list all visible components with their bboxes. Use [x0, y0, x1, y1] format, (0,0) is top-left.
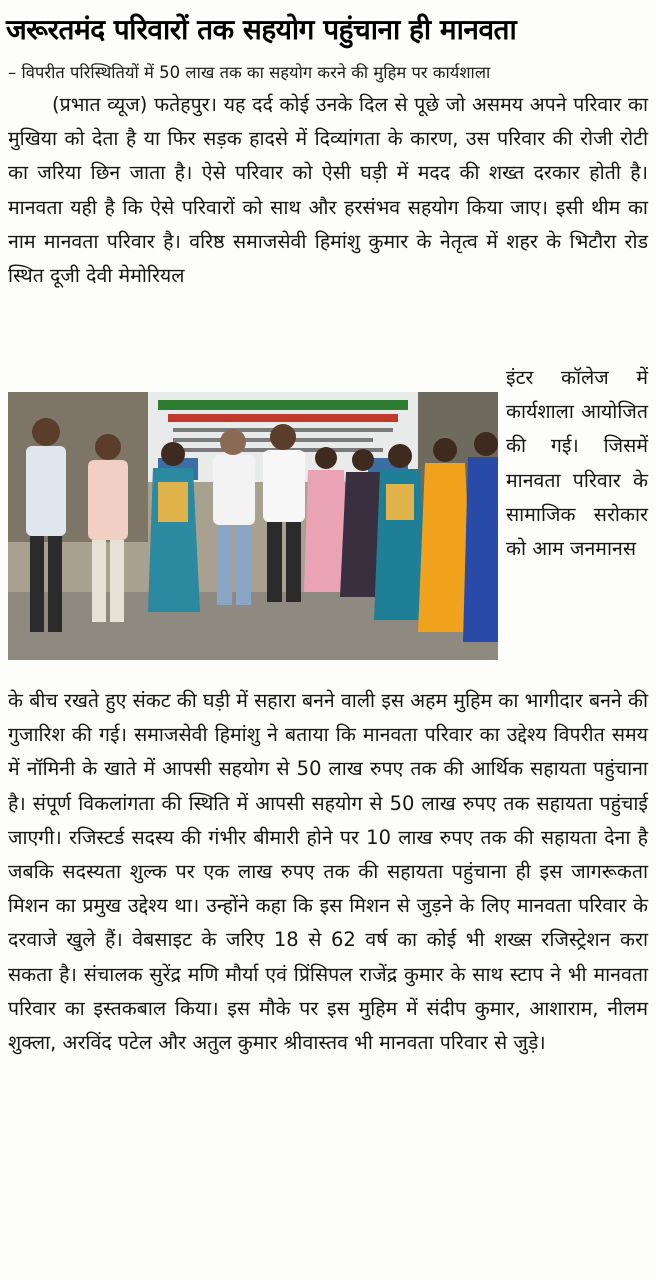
article-paragraph-side: इंटर कॉलेज में कार्यशाला आयोजित की गई। जिसमें मानवता परिवार के सामाजिक सरोकार को आम जनमानस: [506, 366, 648, 561]
article-paragraph-bottom: के बीच रखते हुए संकट की घड़ी में सहारा बनने वाली इस अहम मुहिम का भागीदार बनने की गुजारिश की गई। समाजसेवी हिमांशु ने बताया कि मानवता परिवार का उद्देश्य विपरीत समय में नॉमिनी के खाते में आपसी सहयोग से 50 लाख रुपए तक की आर्थिक सहायता पहुंचाना है। संपूर्ण विकलांगता की स्थिति में आपसी सहयोग से 50 लाख रुपए तक सहायता पहुंचाई जाएगी। रजिस्टर्ड सदस्य की गंभीर बीमारी होने पर 10 लाख रुपए तक की सहायता देना है जबकि सदस्यता शुल्क पर एक लाख रुपए तक की सहायता पहुंचाना ही इस जागरूकता मिशन का प्रमुख उद्देश्य था। उन्होंने कहा कि इस मिशन से जुड़ने के लिए मानवता परिवार के दरवाजे खुले हैं। वेबसाइट के जरिए 18 से 62 वर्ष का कोई भी शख्स रजिस्ट्रेशन करा सकता है। संचालक सुरेंद्र मणि मौर्या एवं प्रिंसिपल राजेंद्र कुमार के साथ स्टाप ने भी मानवता परिवार का इस्तकबाल किया। इस मौके पर इस मुहिम में संदीप कुमार, आशाराम, नीलम शुक्ला, अरविंद पटेल और अतुल कुमार श्रीवास्तव भी मानवता परिवार से जुड़े।: [8, 689, 648, 1055]
article-subheadline: – विपरीत परिस्थितियों में 50 लाख तक का सहयोग करने की मुहिम पर कार्यशाला: [8, 63, 491, 82]
article-paragraph-top: (प्रभात व्यूज) फतेहपुर। यह दर्द कोई उनके दिल से पूछे जो असमय अपने परिवार का मुखिया को देता है या फिर सड़क हादसे में दिव्यांगता के कारण, उस परिवार की रोजी रोटी का जरिया छिन जाता है। ऐसे परिवार को ऐसी घड़ी में मदद की शख्त दरकार होती है। मानवता यही है कि ऐसे परिवारों को साथ और हरसंभव सहयोग किया जाए। इसी थीम का नाम मानवता परिवार है। वरिष्ठ समाजसेवी हिमांशु कुमार के नेतृत्व में शहर के भिटौरा रोड स्थित दूजी देवी मेमोरियल: [8, 93, 648, 288]
group-photo: [8, 392, 498, 660]
article-headline: जरूरतमंद परिवारों तक सहयोग पहुंचाना ही मानवता: [6, 13, 517, 46]
group-photo-icon: [8, 392, 498, 660]
